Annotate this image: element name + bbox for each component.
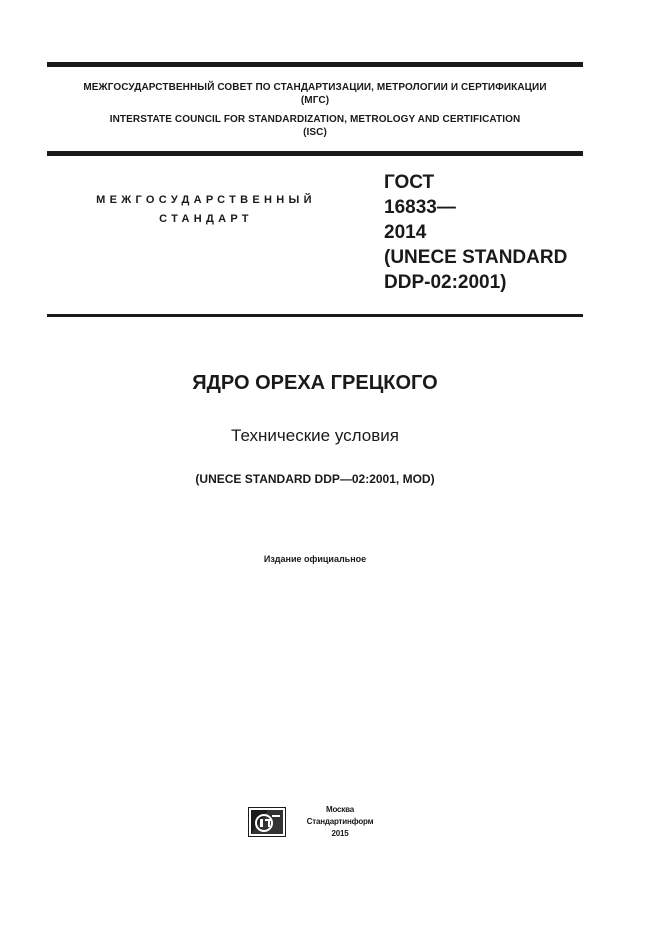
council-abbr-en: (ISC) [303, 127, 327, 138]
publisher-year: 2015 [331, 829, 349, 838]
designation-block [384, 170, 584, 295]
publisher-city: Москва [326, 805, 354, 814]
publisher-imprint [290, 804, 390, 840]
standard-type-line1: МЕЖГОСУДАРСТВЕННЫЙ [96, 194, 316, 206]
standartinform-logo-icon [248, 807, 286, 837]
standard-type-line2: СТАНДАРТ [159, 213, 253, 225]
council-name-ru: МЕЖГОСУДАРСТВЕННЫЙ СОВЕТ ПО СТАНДАРТИЗАЦИИ, МЕТРОЛОГИИ И СЕРТИФИКАЦИИ [83, 82, 547, 93]
designation-line5: DDP-02:2001) [384, 272, 507, 293]
designation-line2: 16833— [384, 197, 456, 218]
council-abbr-ru: (МГС) [300, 95, 330, 106]
designation-bottom-rule [47, 314, 583, 317]
designation-line4: (UNECE STANDARD [384, 247, 568, 268]
council-name-en: INTERSTATE COUNCIL FOR STANDARDIZATION, METROLOGY AND CERTIFICATION [109, 114, 521, 125]
designation-line1: ГОСТ [384, 172, 435, 193]
publisher-name: Стандартинформ [306, 817, 374, 826]
top-rule [47, 62, 583, 67]
designation-line3: 2014 [384, 222, 427, 243]
document-edition: Издание официальное [263, 554, 367, 564]
document-title: ЯДРО ОРЕХА ГРЕЦКОГО [192, 372, 438, 394]
header-bottom-rule [47, 151, 583, 156]
document-subtitle: Технические условия [231, 426, 399, 445]
document-reference: (UNECE STANDARD DDP—02:2001, MOD) [195, 472, 435, 486]
